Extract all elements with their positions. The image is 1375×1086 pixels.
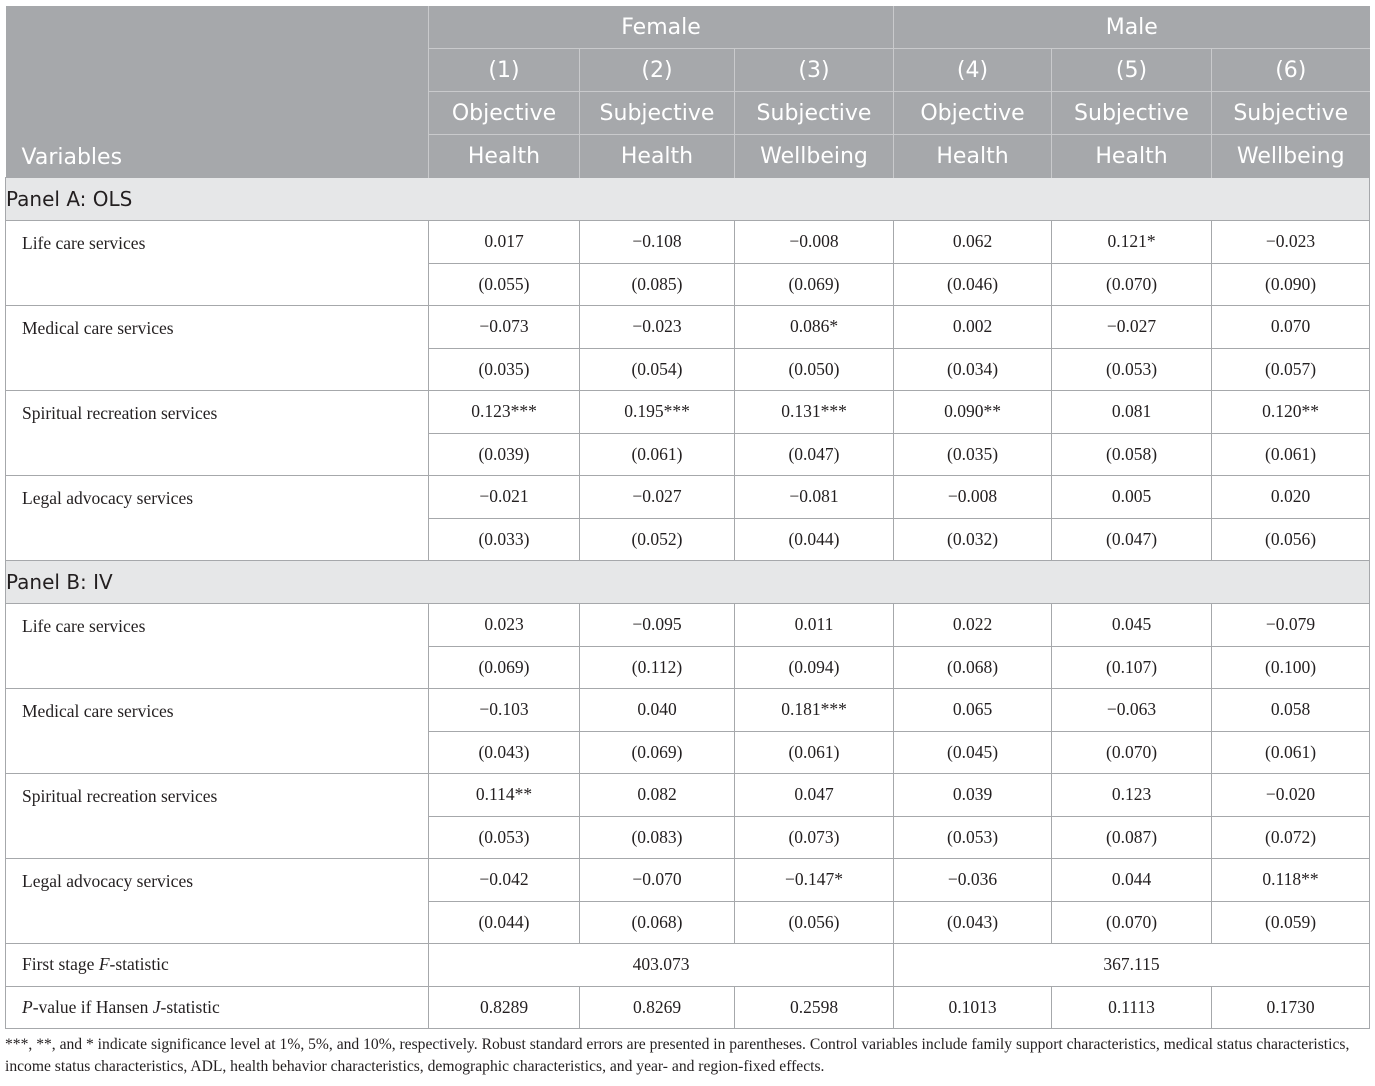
- coefficient-cell: 0.195***: [580, 391, 735, 434]
- coefficient-cell: 0.062: [894, 221, 1052, 264]
- std-error-cell: (0.053): [1052, 348, 1212, 391]
- column-title-line1: Objective: [429, 92, 580, 135]
- std-error-cell: (0.035): [894, 433, 1052, 476]
- coefficient-cell: 0.118**: [1212, 859, 1370, 902]
- std-error-cell: (0.069): [429, 646, 580, 689]
- hansen-value: 0.8289: [429, 986, 580, 1029]
- coefficient-cell: −0.008: [894, 476, 1052, 519]
- coefficient-cell: 0.044: [1052, 859, 1212, 902]
- coefficient-cell: −0.070: [580, 859, 735, 902]
- row-label: Medical care services: [6, 689, 429, 774]
- std-error-cell: (0.047): [1052, 518, 1212, 561]
- coefficient-cell: 0.023: [429, 604, 580, 647]
- results-table: [5, 6, 1370, 1029]
- column-title-line2: Wellbeing: [1212, 135, 1370, 178]
- coefficient-cell: −0.023: [1212, 221, 1370, 264]
- row-label: Life care services: [6, 221, 429, 306]
- std-error-cell: (0.070): [1052, 731, 1212, 774]
- std-error-cell: (0.061): [1212, 731, 1370, 774]
- std-error-cell: (0.069): [735, 263, 894, 306]
- column-number: (5): [1052, 49, 1212, 92]
- row-label: Legal advocacy services: [6, 859, 429, 944]
- coefficient-cell: 0.002: [894, 306, 1052, 349]
- coefficient-cell: −0.027: [1052, 306, 1212, 349]
- column-title-line1: Subjective: [1052, 92, 1212, 135]
- coefficient-cell: 0.022: [894, 604, 1052, 647]
- row-label: Medical care services: [6, 306, 429, 391]
- panel-a-body: [6, 221, 1370, 561]
- panel-title: Panel A: OLS: [6, 178, 1370, 221]
- coefficient-cell: 0.011: [735, 604, 894, 647]
- coefficient-cell: 0.082: [580, 774, 735, 817]
- coefficient-cell: −0.081: [735, 476, 894, 519]
- coefficient-cell: −0.027: [580, 476, 735, 519]
- coefficient-cell: −0.023: [580, 306, 735, 349]
- std-error-cell: (0.057): [1212, 348, 1370, 391]
- column-title-line2: Health: [1052, 135, 1212, 178]
- coefficient-cell: 0.181***: [735, 689, 894, 732]
- column-title-line2: Health: [894, 135, 1052, 178]
- table-row: [6, 859, 1370, 902]
- coefficient-cell: −0.063: [1052, 689, 1212, 732]
- column-number: (2): [580, 49, 735, 92]
- first-stage-female: 403.073: [429, 944, 894, 987]
- panel-b-header: [6, 561, 1370, 604]
- coefficient-cell: 0.065: [894, 689, 1052, 732]
- column-number: (4): [894, 49, 1052, 92]
- std-error-cell: (0.039): [429, 433, 580, 476]
- table-row: [6, 689, 1370, 732]
- std-error-cell: (0.100): [1212, 646, 1370, 689]
- column-title-line2: Health: [580, 135, 735, 178]
- std-error-cell: (0.070): [1052, 901, 1212, 944]
- std-error-cell: (0.061): [1212, 433, 1370, 476]
- std-error-cell: (0.044): [429, 901, 580, 944]
- panel-title: Panel B: IV: [6, 561, 1370, 604]
- std-error-cell: (0.045): [894, 731, 1052, 774]
- coefficient-cell: 0.005: [1052, 476, 1212, 519]
- std-error-cell: (0.035): [429, 348, 580, 391]
- table-header: [6, 6, 1370, 178]
- coefficient-cell: −0.073: [429, 306, 580, 349]
- std-error-cell: (0.032): [894, 518, 1052, 561]
- table-row: [6, 476, 1370, 519]
- std-error-cell: (0.047): [735, 433, 894, 476]
- row-label: Life care services: [6, 604, 429, 689]
- std-error-cell: (0.061): [735, 731, 894, 774]
- column-title-line1: Objective: [894, 92, 1052, 135]
- table-row: [6, 944, 1370, 987]
- column-number: (3): [735, 49, 894, 92]
- coefficient-cell: 0.020: [1212, 476, 1370, 519]
- hansen-value: 0.1013: [894, 986, 1052, 1029]
- std-error-cell: (0.094): [735, 646, 894, 689]
- table-row: [6, 391, 1370, 434]
- coefficient-cell: −0.036: [894, 859, 1052, 902]
- table-row: [6, 221, 1370, 264]
- variables-header: Variables: [6, 6, 429, 178]
- std-error-cell: (0.085): [580, 263, 735, 306]
- column-number: (1): [429, 49, 580, 92]
- column-number: (6): [1212, 49, 1370, 92]
- table-row: [6, 774, 1370, 817]
- std-error-cell: (0.072): [1212, 816, 1370, 859]
- coefficient-cell: 0.081: [1052, 391, 1212, 434]
- coefficient-cell: 0.114**: [429, 774, 580, 817]
- coefficient-cell: −0.108: [580, 221, 735, 264]
- coefficient-cell: 0.086*: [735, 306, 894, 349]
- std-error-cell: (0.059): [1212, 901, 1370, 944]
- coefficient-cell: 0.121*: [1052, 221, 1212, 264]
- std-error-cell: (0.050): [735, 348, 894, 391]
- std-error-cell: (0.107): [1052, 646, 1212, 689]
- first-stage-male: 367.115: [894, 944, 1370, 987]
- group-header-male: Male: [894, 6, 1370, 49]
- coefficient-cell: 0.131***: [735, 391, 894, 434]
- table-row: [6, 986, 1370, 1029]
- table-row: [6, 604, 1370, 647]
- hansen-value: 0.8269: [580, 986, 735, 1029]
- std-error-cell: (0.044): [735, 518, 894, 561]
- coefficient-cell: −0.042: [429, 859, 580, 902]
- coefficient-cell: −0.095: [580, 604, 735, 647]
- table-row: [6, 306, 1370, 349]
- std-error-cell: (0.052): [580, 518, 735, 561]
- table-footnote: ***, **, and * indicate significance level at 1%, 5%, and 10%, respectively. Robust standard errors are presented in parentheses. Control variables include family support characteristics, medical status characteristics, income status characteristics, ADL, health behavior characteristics, demographic characteristics, and year- and region-fixed effects.: [5, 1036, 1350, 1075]
- std-error-cell: (0.073): [735, 816, 894, 859]
- std-error-cell: (0.046): [894, 263, 1052, 306]
- coefficient-cell: −0.021: [429, 476, 580, 519]
- coefficient-cell: 0.120**: [1212, 391, 1370, 434]
- hansen-label: P-value if Hansen J-statistic: [6, 986, 429, 1029]
- std-error-cell: (0.056): [1212, 518, 1370, 561]
- std-error-cell: (0.055): [429, 263, 580, 306]
- hansen-value: 0.1730: [1212, 986, 1370, 1029]
- group-header-female: Female: [429, 6, 894, 49]
- column-title-line2: Wellbeing: [735, 135, 894, 178]
- std-error-cell: (0.070): [1052, 263, 1212, 306]
- std-error-cell: (0.083): [580, 816, 735, 859]
- coefficient-cell: −0.020: [1212, 774, 1370, 817]
- coefficient-cell: 0.017: [429, 221, 580, 264]
- hansen-value: 0.1113: [1052, 986, 1212, 1029]
- std-error-cell: (0.053): [429, 816, 580, 859]
- std-error-cell: (0.034): [894, 348, 1052, 391]
- std-error-cell: (0.090): [1212, 263, 1370, 306]
- std-error-cell: (0.087): [1052, 816, 1212, 859]
- coefficient-cell: 0.123: [1052, 774, 1212, 817]
- coefficient-cell: 0.039: [894, 774, 1052, 817]
- results-table-container: [5, 6, 1369, 1029]
- std-error-cell: (0.043): [894, 901, 1052, 944]
- column-title-line1: Subjective: [735, 92, 894, 135]
- coefficient-cell: 0.040: [580, 689, 735, 732]
- coefficient-cell: −0.103: [429, 689, 580, 732]
- column-title-line1: Subjective: [1212, 92, 1370, 135]
- std-error-cell: (0.068): [580, 901, 735, 944]
- std-error-cell: (0.061): [580, 433, 735, 476]
- coefficient-cell: 0.090**: [894, 391, 1052, 434]
- diagnostics-body: [6, 944, 1370, 1029]
- hansen-value: 0.2598: [735, 986, 894, 1029]
- panel-a-header: [6, 178, 1370, 221]
- coefficient-cell: −0.079: [1212, 604, 1370, 647]
- panel-b-body: [6, 604, 1370, 944]
- row-label: Legal advocacy services: [6, 476, 429, 561]
- row-label: Spiritual recreation services: [6, 391, 429, 476]
- coefficient-cell: −0.147*: [735, 859, 894, 902]
- row-label: Spiritual recreation services: [6, 774, 429, 859]
- std-error-cell: (0.058): [1052, 433, 1212, 476]
- first-stage-label: First stage F-statistic: [6, 944, 429, 987]
- coefficient-cell: 0.058: [1212, 689, 1370, 732]
- std-error-cell: (0.043): [429, 731, 580, 774]
- coefficient-cell: 0.047: [735, 774, 894, 817]
- std-error-cell: (0.056): [735, 901, 894, 944]
- std-error-cell: (0.054): [580, 348, 735, 391]
- coefficient-cell: 0.045: [1052, 604, 1212, 647]
- column-title-line1: Subjective: [580, 92, 735, 135]
- coefficient-cell: −0.008: [735, 221, 894, 264]
- std-error-cell: (0.053): [894, 816, 1052, 859]
- column-title-line2: Health: [429, 135, 580, 178]
- std-error-cell: (0.068): [894, 646, 1052, 689]
- coefficient-cell: 0.070: [1212, 306, 1370, 349]
- std-error-cell: (0.069): [580, 731, 735, 774]
- std-error-cell: (0.033): [429, 518, 580, 561]
- coefficient-cell: 0.123***: [429, 391, 580, 434]
- std-error-cell: (0.112): [580, 646, 735, 689]
